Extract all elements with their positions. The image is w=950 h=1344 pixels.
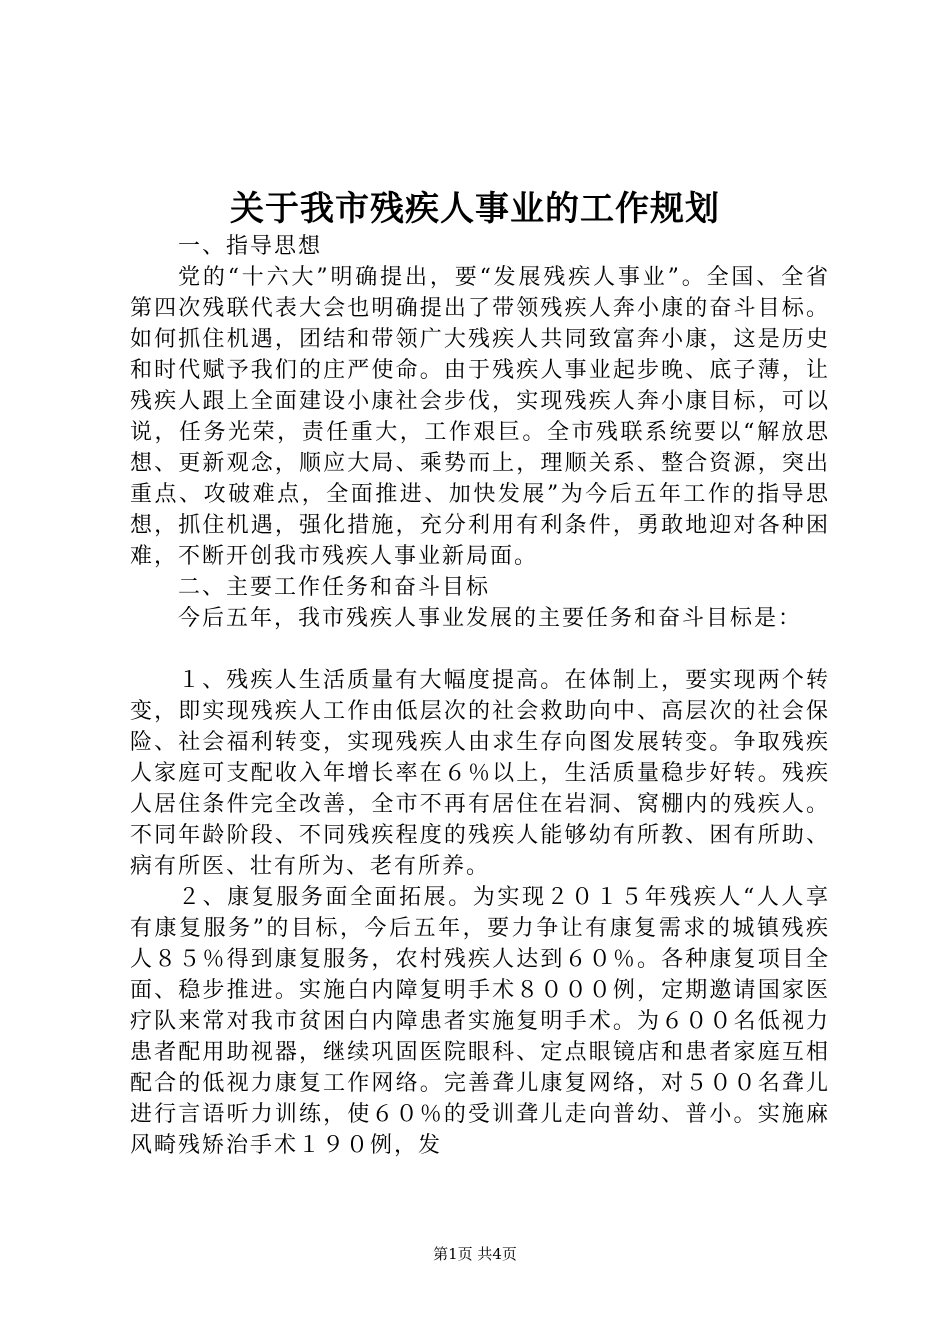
blank-line: [130, 634, 830, 665]
document-title: 关于我市残疾人事业的工作规划: [230, 189, 720, 229]
section-heading-guiding-ideology: 一、指导思想: [178, 234, 323, 259]
paragraph-guiding-ideology: 党的“十六大”明确提出，要“发展残疾人事业”。全国、全省第四次残联代表大会也明确提出了带领残疾人奔小康的奋斗目标。如何抓住机遇，团结和带领广大残疾人共同致富奔小康，这是历史和时代赋予我们的庄严使命。由于残疾人事业起步晚、底子薄，让残疾人跟上全面建设小康社会步伐，实现残疾人奔小康目标，可以说，任务光荣，责任重大，工作艰巨。全市残联系统要以“解放思想、更新观念，顺应大局、乘势而上，理顺关系、整合资源，突出重点、攻破难点，全面推进、加快发展”为今后五年工作的指导思想，抓住机遇，强化措施，充分利用有利条件，勇敢地迎对各种困难，不断开创我市残疾人事业新局面。: [130, 265, 830, 569]
paragraph-task-1: １、残疾人生活质量有大幅度提高。在体制上，要实现两个转变，即实现残疾人工作由低层次的社会救助向中、高层次的社会保险、社会福利转变，实现残疾人由求生存向图发展转变。争取残疾人家庭可支配收入年增长率在６％以上，生活质量稳步好转。残疾人居住条件完全改善，全市不再有居住在岩洞、窝棚内的残疾人。不同年龄阶段、不同残疾程度的残疾人能够幼有所教、困有所助、病有所医、壮有所为、老有所养。: [130, 668, 830, 879]
page-footer: 第1页 共4页: [433, 1245, 517, 1263]
document-body: [130, 231, 830, 1161]
paragraph-main-tasks-intro: 今后五年，我市残疾人事业发展的主要任务和奋斗目标是：: [178, 606, 803, 631]
section-heading-main-tasks: 二、主要工作任务和奋斗目标: [178, 575, 491, 600]
paragraph-task-2: ２、康复服务面全面拓展。为实现２０１５年残疾人“人人享有康复服务”的目标，今后五年，要力争让有康复需求的城镇残疾人８５％得到康复服务，农村残疾人达到６０％。各种康复项目全面、稳步推进。实施白内障复明手术８０００例，定期邀请国家医疗队来常对我市贫困白内障患者实施复明手术。为６００名低视力患者配用助视器，继续巩固医院眼科、定点眼镜店和患者家庭互相配合的低视力康复工作网络。完善聋儿康复网络，对５００名聋儿进行言语听力训练，使６０％的受训聋儿走向普幼、普小。实施麻风畸残矫治手术１９０例，发: [130, 885, 830, 1158]
